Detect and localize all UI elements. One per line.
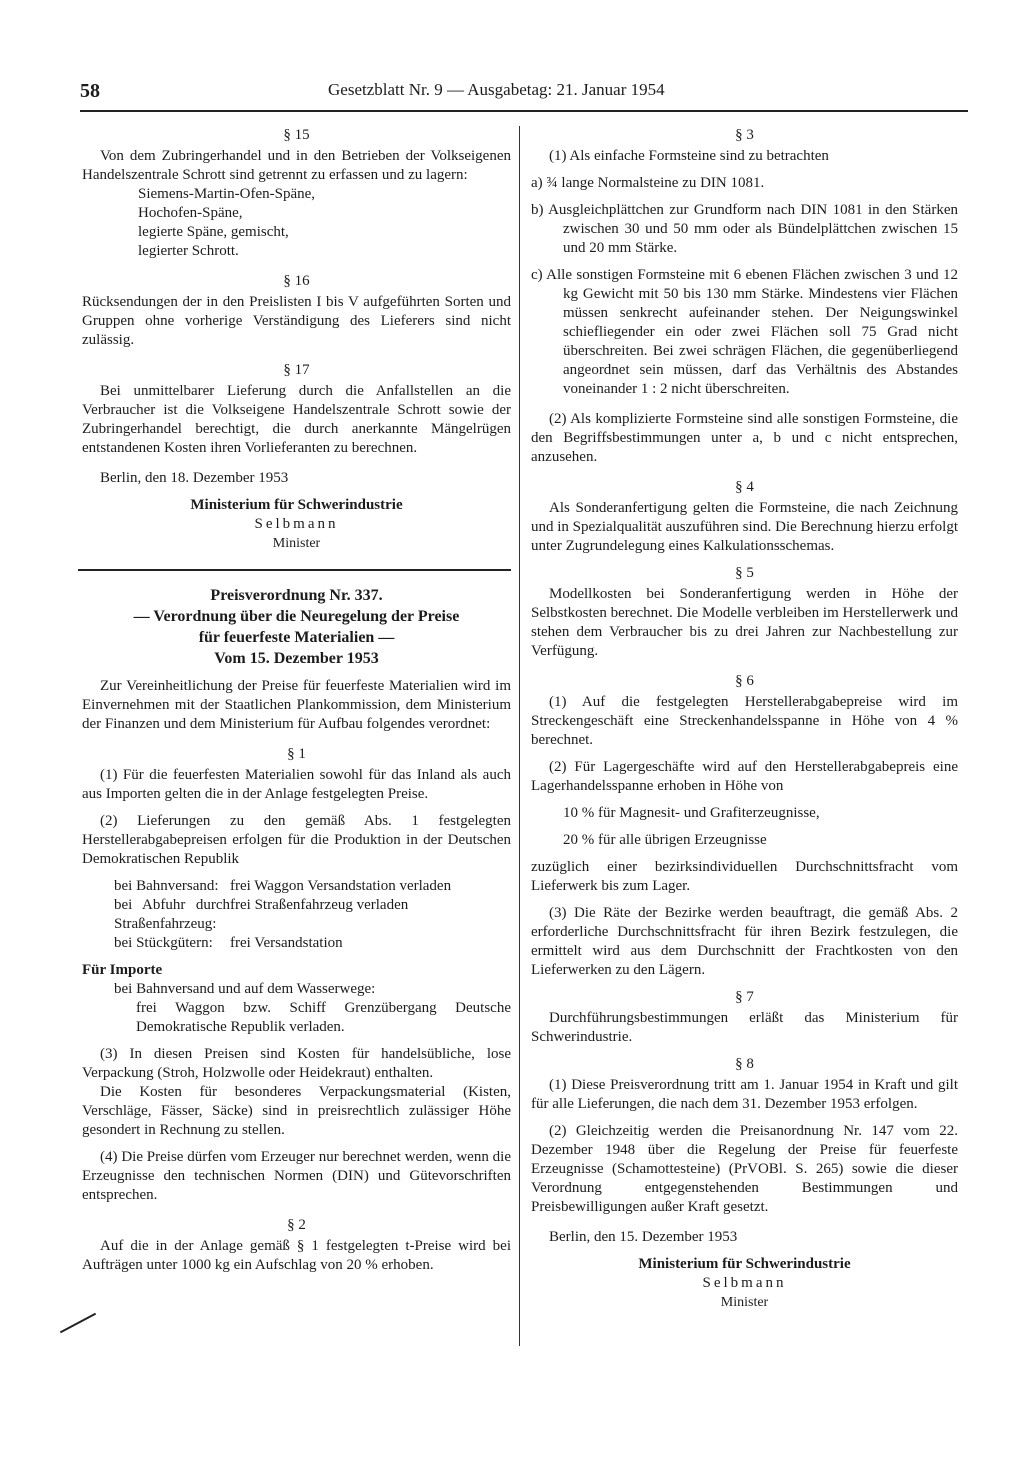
right-column (531, 126, 958, 1312)
section-heading-15: § 15 (283, 127, 310, 143)
section-heading-7: § 7 (735, 989, 754, 1005)
section-3-item-a: a) ¾ lange Normalsteine zu DIN 1081. (531, 175, 765, 191)
section-3-para-1: (1) Als einfache Formsteine sind zu betrachten (549, 148, 829, 164)
page-number: 58 (80, 80, 100, 102)
delivery-row (82, 934, 511, 953)
imports-line: bei Bahnversand und auf dem Wasserwege: (114, 981, 376, 997)
page-header (80, 80, 968, 112)
ordinance-title: Preisverordnung Nr. 337. (210, 587, 383, 604)
section-15-text: Von dem Zubringerhandel und in den Betrieben der Volkseigenen Handelszentrale Schrott sind getrennt zu erfassen und zu lagern: (82, 148, 511, 183)
section-1-para-4: (4) Die Preise dürfen vom Erzeuger nur berechnet werden, wenn die Erzeugnisse den technischen Normen (DIN) und Gütevorschriften entsprechen. (82, 1149, 511, 1203)
delivery-row-value: frei Waggon Versandstation verladen (230, 878, 452, 894)
section-5-text: Modellkosten bei Sonderanfertigung werden in Höhe der Selbstkosten berechnet. Die Modelle verbleiben im Herstellerwerk und stehen dem Verbraucher bis zu drei Jahren zur Nachbestellung zur Verfügung. (531, 586, 958, 659)
signoff-ministry: Ministerium für Schwerindustrie (190, 497, 403, 513)
running-head: Gesetzblatt Nr. 9 — Ausgabetag: 21. Januar 1954 (328, 80, 665, 99)
section-7-text: Durchführungsbestimmungen erläßt das Ministerium für Schwerindustrie. (531, 1010, 958, 1045)
section-3-item-c: c) Alle sonstigen Formsteine mit 6 ebenen Flächen zwischen 3 und 12 kg Gewicht mit 50 bis 130 mm Stärke. Mindestens vier Flächen müssen senkrecht aufeinander stehen. Der Neigungswinkel schiefliegender ein oder zwei Flächen soll 75 Grad nicht überschreiten. Bei zwei schrägen Flächen, die gegenüberliegend angeordnet sein müssen, darf das Verhältnis des Abstandes voneinander 1 : 2 nicht überschreiten. (531, 267, 958, 397)
signoff-ministry: Ministerium für Schwerindustrie (638, 1256, 851, 1272)
section-3-item-b: b) Ausgleichplättchen zur Grundform nach DIN 1081 in den Stärken zwischen 30 und 50 mm oder als Bündelplättchen zwischen 15 und 20 mm Stärke. (531, 202, 958, 256)
delivery-row (82, 877, 511, 896)
signoff-role: Minister (272, 536, 321, 551)
column-divider (519, 126, 520, 1346)
signoff-role: Minister (720, 1295, 769, 1310)
section-6-para-2: (2) Für Lagergeschäfte wird auf den Herstellerabgabepreis eine Lagerhandelsspanne erhoben in Höhe von (531, 759, 958, 794)
list-item: Hochofen-Späne, (138, 205, 243, 221)
pen-mark (60, 1313, 96, 1334)
preamble: Zur Vereinheitlichung der Preise für feuerfeste Materialien wird im Einvernehmen mit der Staatlichen Plankommission, dem Ministerium der Finanzen und dem Ministerium für Aufbau folgendes verordnet: (82, 678, 511, 732)
signoff-place-date: Berlin, den 15. Dezember 1953 (549, 1229, 738, 1245)
section-6-para-3: (3) Die Räte der Bezirke werden beauftragt, die gemäß Abs. 2 erforderliche Durchschnittsfracht für ihren Bezirk festzulegen, die ermittelt wird aus dem Durchschnitt der Frachtkosten von den Lieferwerken zu den Lägern. (531, 905, 958, 978)
signoff-name: Selbmann (702, 1275, 787, 1291)
imports-label: Für Importe (82, 962, 163, 978)
signoff-place-date: Berlin, den 18. Dezember 1953 (100, 470, 289, 486)
list-item: legierter Schrott. (138, 243, 239, 259)
section-heading-17: § 17 (283, 362, 310, 378)
delivery-row-label: bei Bahnversand: (114, 878, 219, 894)
section-heading-3: § 3 (735, 127, 754, 143)
rate-line: 10 % für Magnesit- und Grafiterzeugnisse, (563, 805, 820, 821)
section-1-para-3b: Die Kosten für besonderes Verpackungsmaterial (Kisten, Verschläge, Fässer, Säcke) sind in preisrechtlich zulässiger Höhe gesondert in Rechnung zu stellen. (82, 1084, 511, 1138)
rate-line: 20 % für alle übrigen Erzeugnisse (563, 832, 767, 848)
ordinance-date: Vom 15. Dezember 1953 (214, 650, 379, 667)
section-heading-2: § 2 (287, 1217, 306, 1233)
section-heading-5: § 5 (735, 565, 754, 581)
section-6-para-1: (1) Auf die festgelegten Herstellerabgabepreise wird im Streckengeschäft eine Streckenhandelsspanne in Höhe von 4 % berechnet. (531, 694, 958, 748)
section-heading-16: § 16 (283, 273, 310, 289)
list-item: Siemens-Martin-Ofen-Späne, (138, 186, 316, 202)
section-rule (78, 569, 511, 571)
section-4-text: Als Sonderanfertigung gelten die Formsteine, die nach Zeichnung und in Spezialqualität auszuführen sind. Die Berechnung hierzu erfolgt unter Zugrundelegung eines Kalkulationsschemas. (531, 500, 958, 554)
delivery-row (82, 896, 511, 934)
imports-detail: frei Waggon bzw. Schiff Grenzübergang Deutsche Demokratische Republik verladen. (136, 1000, 511, 1035)
delivery-row-label: bei Abfuhr durch Straßenfahrzeug: (114, 897, 230, 932)
signoff-name: Selbmann (254, 516, 339, 532)
section-16-text: Rücksendungen der in den Preislisten I bis V aufgeführten Sorten und Gruppen ohne vorherige Verständigung des Lieferers sind nicht zulässig. (82, 294, 511, 348)
list-item: legierte Späne, gemischt, (138, 224, 289, 240)
section-1-para-3: (3) In diesen Preisen sind Kosten für handelsübliche, lose Verpackung (Stroh, Holzwolle oder Heidekraut) enthalten. (82, 1046, 511, 1081)
section-8-para-2: (2) Gleichzeitig werden die Preisanordnung Nr. 147 vom 22. Dezember 1948 über die Regelung der Preise für feuerfeste Erzeugnisse (Schamottesteine) (PrVOBl. S. 265) sowie die dieser Verordnung entgegenstehenden Bestimmungen und Preisbewilligungen außer Kraft gesetzt. (531, 1123, 958, 1215)
ordinance-subtitle: — Verordnung über die Neuregelung der Preise (133, 608, 460, 625)
section-heading-1: § 1 (287, 746, 306, 762)
section-heading-6: § 6 (735, 673, 754, 689)
delivery-row-value: frei Versandstation (230, 935, 343, 951)
section-heading-8: § 8 (735, 1056, 754, 1072)
ordinance-subtitle: für feuerfeste Materialien — (198, 629, 395, 646)
section-2-text: Auf die in der Anlage gemäß § 1 festgelegten t-Preise wird bei Aufträgen unter 1000 kg ein Aufschlag von 20 % erhoben. (82, 1238, 511, 1273)
section-17-text: Bei unmittelbarer Lieferung durch die Anfallstellen an die Verbraucher ist die Volkseigene Handelszentrale Schrott sowie der Zubringerhandel berechtigt, die durch anerkannte Mängelrügen entstandenen Kosten ihren Vorlieferanten zu berechnen. (82, 383, 511, 456)
left-column (82, 126, 511, 1275)
section-heading-4: § 4 (735, 479, 754, 495)
section-3-para-2: (2) Als komplizierte Formsteine sind alle sonstigen Formsteine, die den Begriffsbestimmungen unter a, b und c nicht entsprechen, anzusehen. (531, 411, 958, 465)
section-1-para-2: (2) Lieferungen zu den gemäß Abs. 1 festgelegten Herstellerabgabepreisen erfolgen für die Produktion in der Deutschen Demokratischen Republik (82, 813, 511, 867)
section-8-para-1: (1) Diese Preisverordnung tritt am 1. Januar 1954 in Kraft und gilt für alle Lieferungen, die nach dem 31. Dezember 1953 erfolgen. (531, 1077, 958, 1112)
section-6-para-2b: zuzüglich einer bezirksindividuellen Durchschnittsfracht vom Lieferwerk bis zum Lager. (531, 859, 958, 894)
delivery-row-label: bei Stückgütern: (114, 935, 213, 951)
delivery-row-value: frei Straßenfahrzeug verladen (230, 897, 409, 913)
section-1-para-1: (1) Für die feuerfesten Materialien sowohl für das Inland als auch aus Importen gelten die in der Anlage festgelegten Preise. (82, 767, 511, 802)
